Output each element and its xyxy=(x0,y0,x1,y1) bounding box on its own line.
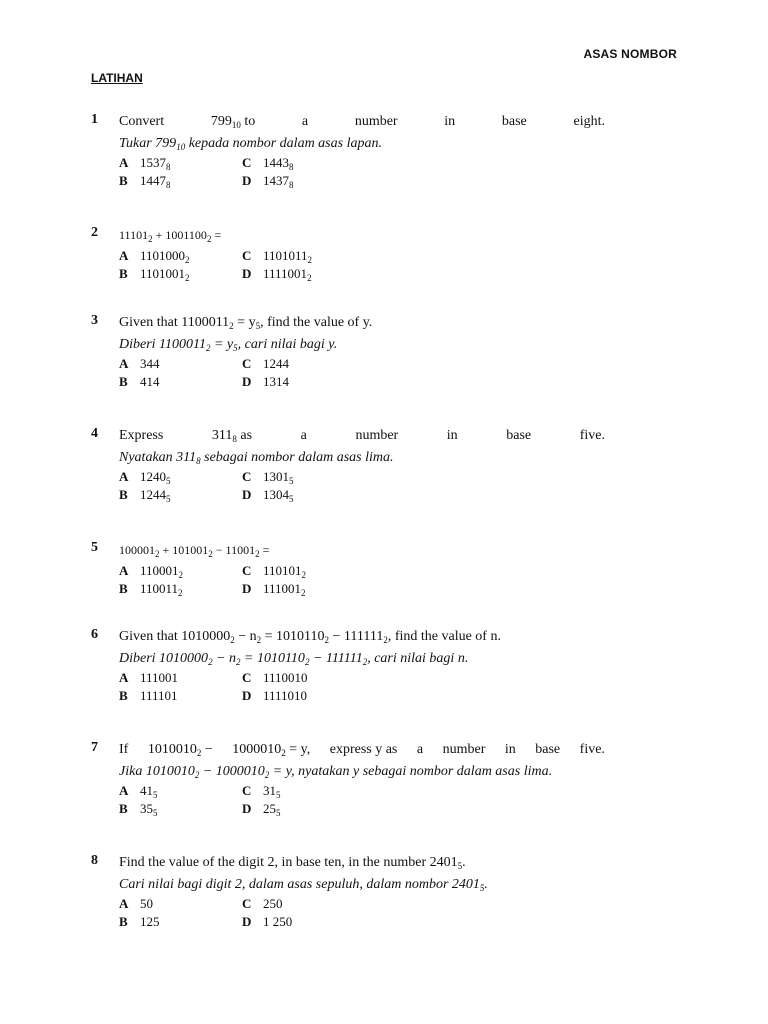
option-a: A 344 xyxy=(119,356,160,371)
question-body xyxy=(119,225,605,283)
question-number: 4 xyxy=(91,426,98,441)
option-a: A $41_5$ xyxy=(119,783,158,800)
question-number: 8 xyxy=(91,853,98,868)
question-text-malay: Diberi $1100011_2 = y_5$, cari nilai bagi y. xyxy=(119,337,338,353)
question-text-english: $100001_2 + 101001_2 - 11001_2$ = xyxy=(119,543,270,559)
question-text-english: Express $311_8$ as a number in base five. xyxy=(119,428,605,444)
answer-options xyxy=(119,562,605,598)
question-text-english: Given that $1100011_2 = y_5$, find the value of y. xyxy=(119,315,373,331)
option-b: B 125 xyxy=(119,914,160,929)
option-a: A $1240_5$ xyxy=(119,469,171,486)
option-b: B 414 xyxy=(119,374,160,389)
option-b: B $35_5$ xyxy=(119,801,158,818)
question-text-malay: Nyatakan $311_8$ sebagai nombor dalam asas lima. xyxy=(119,450,394,466)
answer-options xyxy=(119,782,605,818)
option-c: C 250 xyxy=(242,896,283,911)
option-d: D $25_5$ xyxy=(242,801,281,818)
option-a: A $1101000_2$ xyxy=(119,248,190,265)
option-a: A $110001_2$ xyxy=(119,563,184,580)
option-c: C 1244 xyxy=(242,356,289,371)
option-c: C $1301_5$ xyxy=(242,469,294,486)
option-a: A 50 xyxy=(119,896,153,911)
option-b: B $1101001_2$ xyxy=(119,266,190,283)
option-d: D 1314 xyxy=(242,374,289,389)
option-d: D $111001_2$ xyxy=(242,581,306,598)
section-title: LATIHAN xyxy=(91,71,143,85)
question-text-malay: Diberi $1010000_2 - n_2 = 1010110_2 - 111111_2$, cari nilai bagi n. xyxy=(119,651,469,667)
option-c: C $110101_2$ xyxy=(242,563,307,580)
option-d: D 1111010 xyxy=(242,688,308,703)
option-b: B 111101 xyxy=(119,688,178,703)
question-number: 6 xyxy=(91,627,98,642)
question-number: 1 xyxy=(91,112,98,127)
question-text-english: Find the value of the digit 2, in base ten, in the number $2401_5$. xyxy=(119,855,466,871)
option-b: B $1244_5$ xyxy=(119,487,171,504)
answer-options xyxy=(119,355,605,391)
option-d: D $1304_5$ xyxy=(242,487,294,504)
question-body xyxy=(119,740,605,818)
answer-options xyxy=(119,669,605,705)
question-body xyxy=(119,313,605,391)
question-text-english: Convert $799_{10}$ to a number in base eight. xyxy=(119,114,605,130)
option-d: D 1 250 xyxy=(242,914,293,929)
option-d: D $1111001_2$ xyxy=(242,266,312,283)
question-text-malay: Jika $1010010_2 - 1000010_2 = y$, nyatakan y sebagai nombor dalam asas lima. xyxy=(119,764,553,780)
question-text-malay: Cari nilai bagi digit 2, dalam asas sepuluh, dalam nombor $2401_5$. xyxy=(119,877,488,893)
question-body xyxy=(119,627,605,705)
option-a: A $1537_8$ xyxy=(119,155,171,172)
option-b: B $110011_2$ xyxy=(119,581,183,598)
question-body xyxy=(119,853,605,931)
option-a: A 111001 xyxy=(119,670,179,685)
topic-header: ASAS NOMBOR xyxy=(583,47,677,61)
answer-options xyxy=(119,895,605,931)
question-number: 5 xyxy=(91,540,98,555)
question-number: 3 xyxy=(91,313,98,328)
question-text-english: If $1010010_2$ − $1000010_2 = y$, express y as a number in base five. xyxy=(119,742,605,758)
question-text-english: $11101_2 + 1001100_2$ = xyxy=(119,228,222,244)
answer-options xyxy=(119,247,605,283)
option-d: D $1437_8$ xyxy=(242,173,294,190)
question-number: 7 xyxy=(91,740,98,755)
question-text-malay: Tukar $799_{10}$ kepada nombor dalam asas lapan. xyxy=(119,136,382,152)
question-number: 2 xyxy=(91,225,98,240)
question-body xyxy=(119,540,605,598)
question-body xyxy=(119,426,605,504)
answer-options xyxy=(119,468,605,504)
option-c: C $1101011_2$ xyxy=(242,248,313,265)
option-c: C $1443_8$ xyxy=(242,155,294,172)
option-c: C $31_5$ xyxy=(242,783,281,800)
question-text-english: Given that $1010000_2 - n_2 = 1010110_2 - 111111_2$, find the value of n. xyxy=(119,629,501,645)
option-b: B $1447_8$ xyxy=(119,173,171,190)
question-body xyxy=(119,112,605,190)
option-c: C 1110010 xyxy=(242,670,308,685)
answer-options xyxy=(119,154,605,190)
